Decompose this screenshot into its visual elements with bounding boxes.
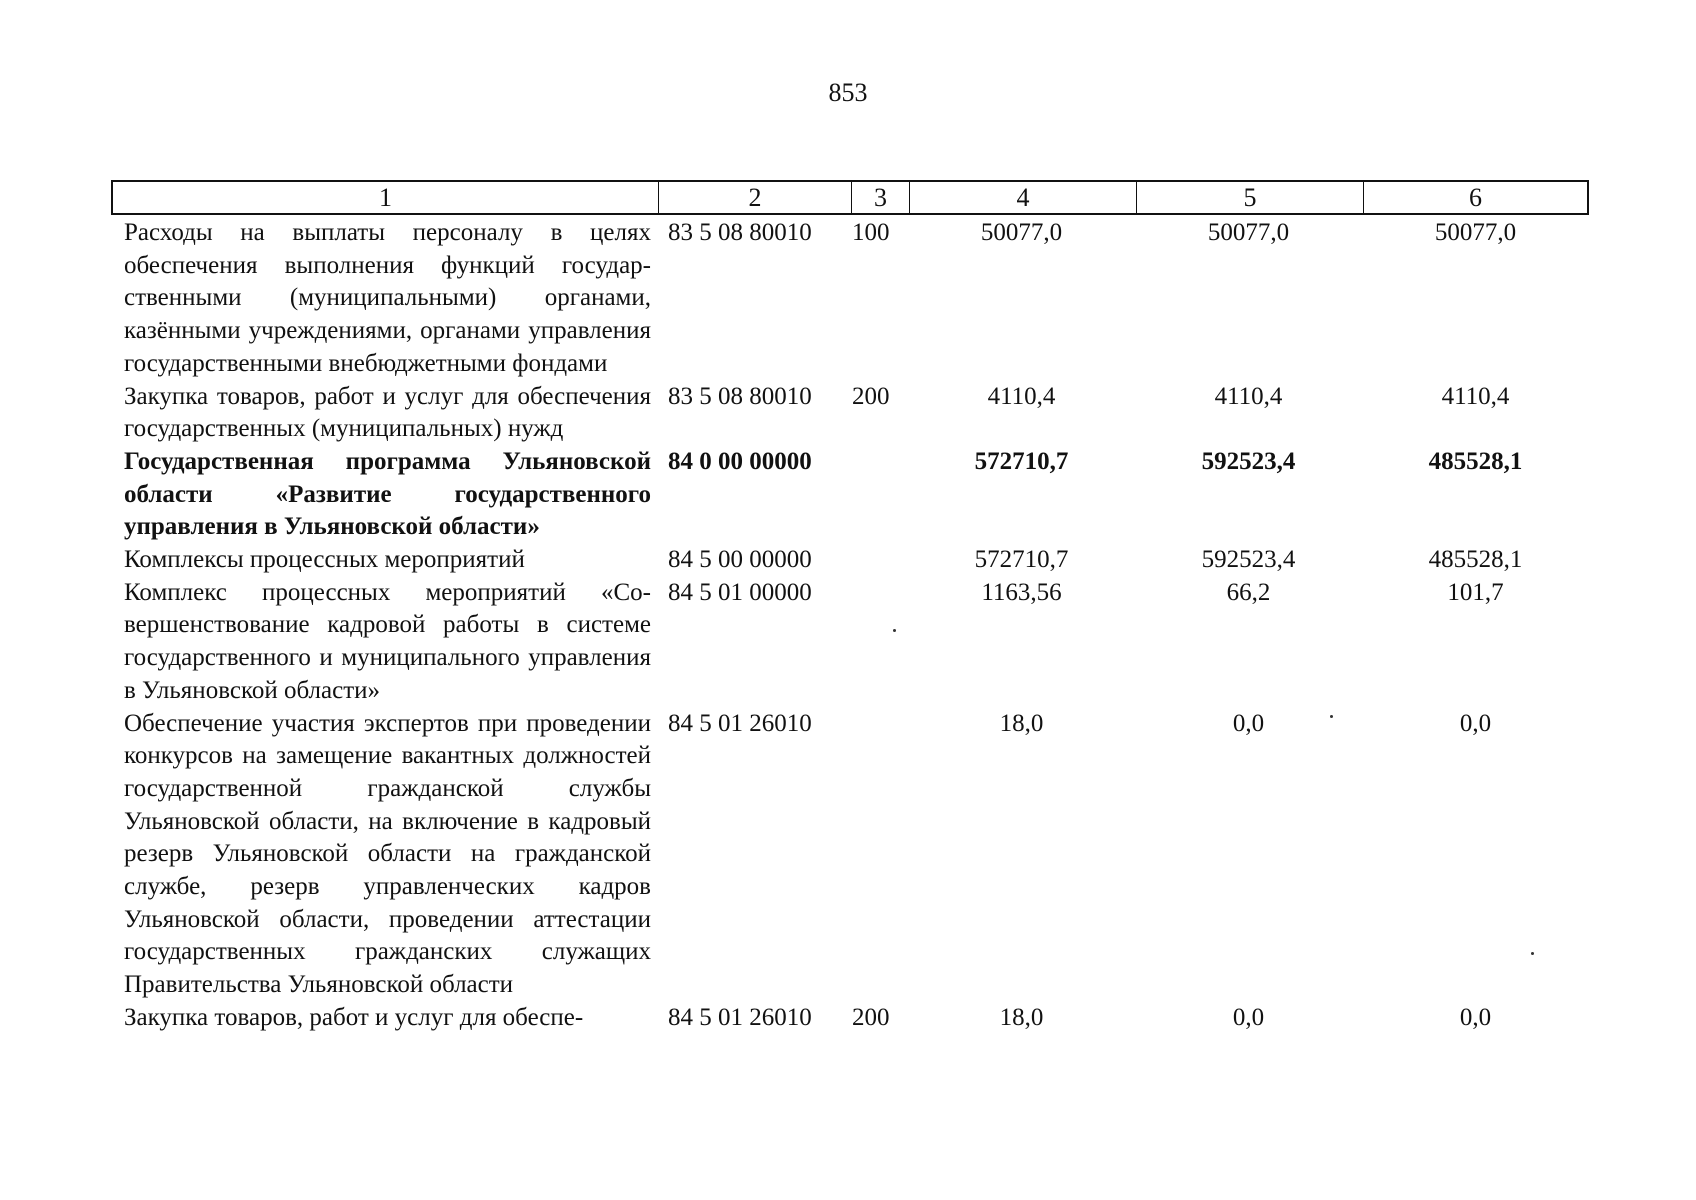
row-code: 84 5 01 00000 xyxy=(668,578,812,606)
row-value-5: 0,0 xyxy=(1232,709,1265,737)
row-value-4: 1163,56 xyxy=(981,578,1062,606)
row-name: Закупка товаров, работ и услуг для обеспе- xyxy=(124,1003,584,1031)
row-value-4: 4110,4 xyxy=(987,382,1056,410)
row-value-5: 4110,4 xyxy=(1214,382,1283,410)
row-name: Расходы на выплаты персоналу в целях обеспечения выполнения функций государственными (муниципальными) органами, казёнными учреждениями, органами управления государственными внебюджетными фондами xyxy=(124,219,651,377)
row-code: 84 5 01 26010 xyxy=(668,709,812,737)
scan-speck xyxy=(1531,952,1534,955)
row-name: Обеспечение участия экспертов при проведении конкурсов на замещение вакантных должностей государственной гражданской службы Ульяновской области, на включение в кадровый резерв Ульяновской области на гражданской службе, резерв управленческих кадров Ульяновской области, проведении аттестации государственных гражданских служащих Правительства Ульяновской области xyxy=(124,709,651,999)
row-code: 84 5 01 26010 xyxy=(668,1003,812,1031)
table-row xyxy=(111,708,1589,1002)
row-value-6: 0,0 xyxy=(1459,709,1492,737)
row-value-6: 485528,1 xyxy=(1428,546,1523,574)
row-name: Государственная программа Ульяновской области «Развитие государственного управления в Ульяновской области» xyxy=(124,447,651,541)
table-body xyxy=(111,217,1589,1035)
table-row xyxy=(111,217,1589,381)
table-row xyxy=(111,1002,1589,1035)
header-col-3: 3 xyxy=(852,182,910,213)
header-col-5: 5 xyxy=(1137,182,1364,213)
row-expense-type: 200 xyxy=(852,1003,890,1031)
row-value-6: 4110,4 xyxy=(1441,382,1510,410)
row-code: 84 0 00 00000 xyxy=(668,447,812,475)
row-value-4: 572710,7 xyxy=(974,447,1069,475)
table-row xyxy=(111,544,1589,577)
table-row xyxy=(111,381,1589,446)
row-value-5: 592523,4 xyxy=(1201,447,1296,475)
row-code: 83 5 08 80010 xyxy=(668,382,812,410)
row-value-5: 592523,4 xyxy=(1201,546,1296,574)
row-value-4: 50077,0 xyxy=(980,219,1063,246)
table-header xyxy=(111,180,1589,215)
page-number: 853 xyxy=(828,78,868,107)
row-expense-type: 100 xyxy=(852,219,890,246)
row-value-4: 572710,7 xyxy=(974,546,1069,574)
header-col-6: 6 xyxy=(1469,183,1482,212)
row-value-6: 0,0 xyxy=(1459,1003,1492,1031)
row-value-5: 66,2 xyxy=(1226,578,1271,606)
scan-speck xyxy=(893,629,896,632)
row-value-6: 485528,1 xyxy=(1428,447,1523,475)
row-value-4: 18,0 xyxy=(999,1003,1044,1031)
row-name: Комплексы процессных мероприятий xyxy=(124,546,525,574)
header-col-2: 2 xyxy=(659,182,852,213)
scan-speck xyxy=(1330,715,1333,718)
row-value-6: 50077,0 xyxy=(1434,219,1517,246)
row-code: 83 5 08 80010 xyxy=(668,219,812,246)
row-value-5: 50077,0 xyxy=(1207,219,1290,246)
row-expense-type: 200 xyxy=(852,382,890,410)
header-col-4: 4 xyxy=(910,182,1137,213)
row-name: Закупка товаров, работ и услуг для обеспечения государственных (муниципальных) нужд xyxy=(124,382,651,443)
row-code: 84 5 00 00000 xyxy=(668,546,812,574)
table-row xyxy=(111,446,1589,544)
table-row xyxy=(111,577,1589,708)
row-name: Комплекс процессных мероприятий «Совершенствование кадровой работы в системе государственного и муниципального управления в Ульяновской области» xyxy=(124,578,651,704)
row-value-4: 18,0 xyxy=(999,709,1044,737)
row-value-6: 101,7 xyxy=(1447,578,1504,606)
header-col-1: 1 xyxy=(113,182,659,213)
row-value-5: 0,0 xyxy=(1232,1003,1265,1031)
